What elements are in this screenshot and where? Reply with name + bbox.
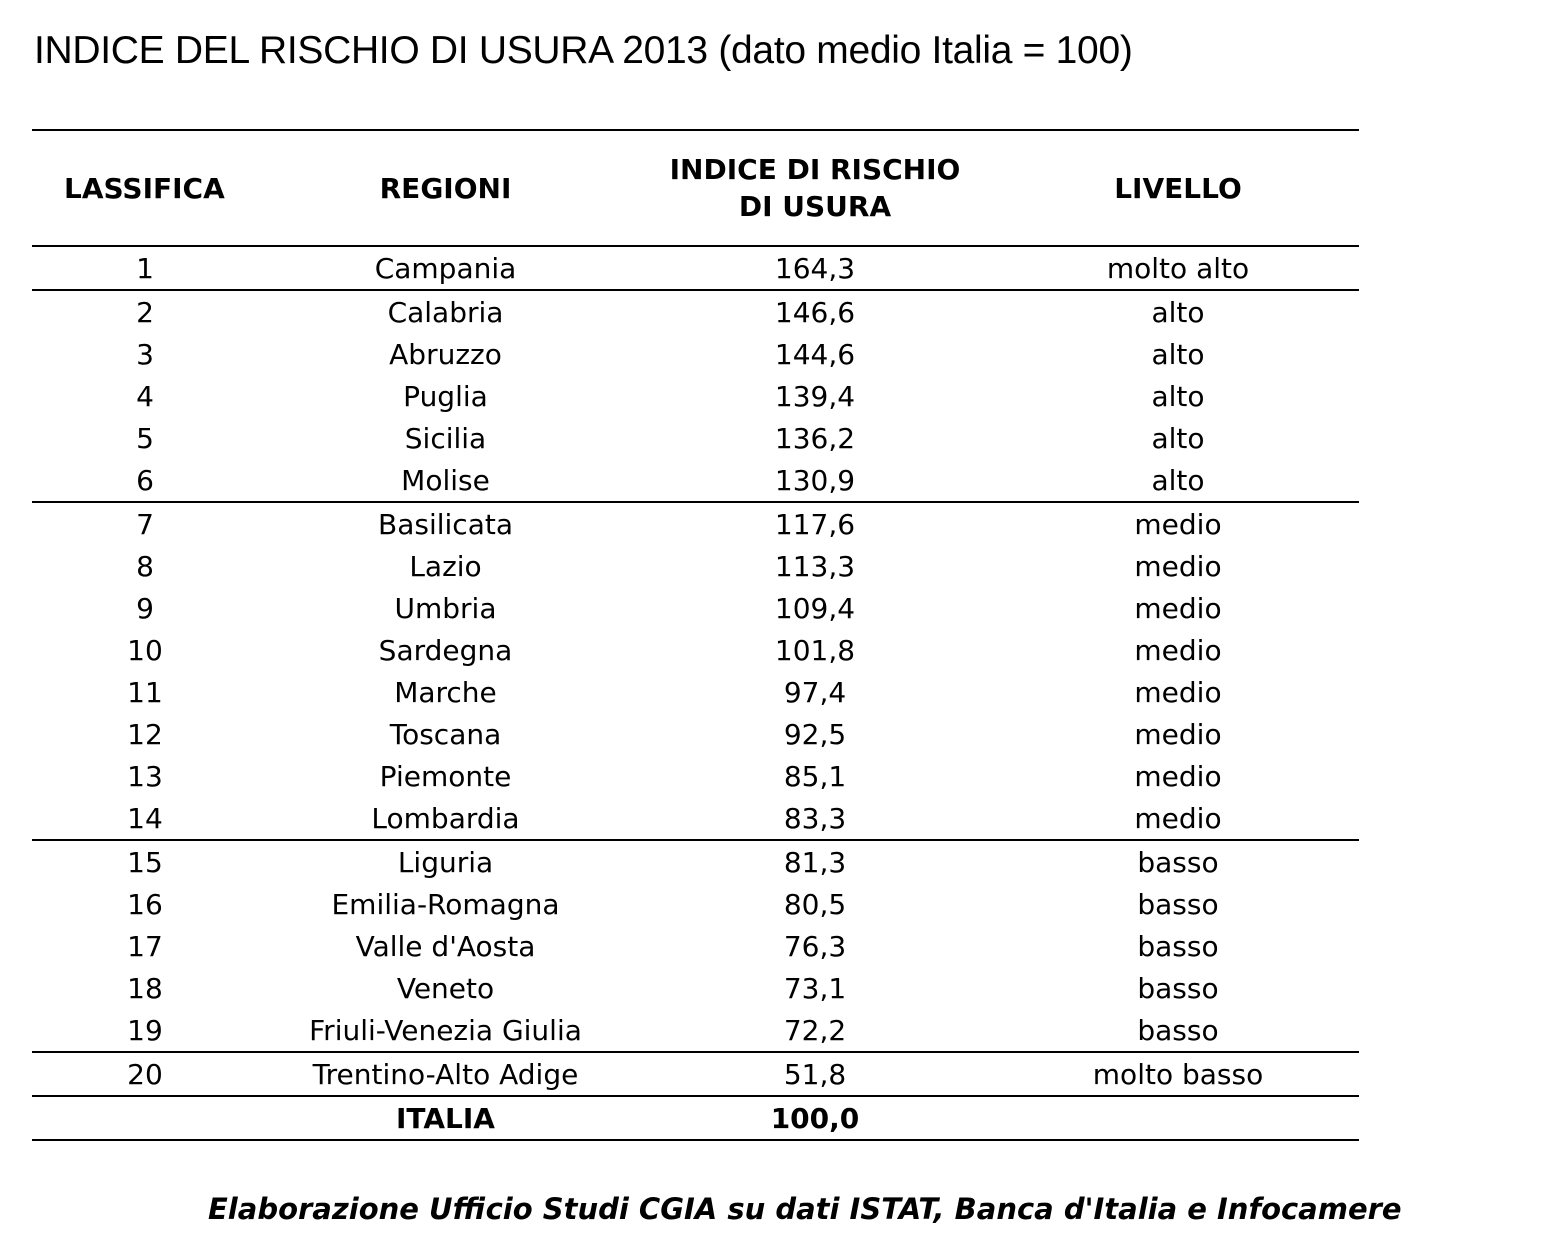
- table-row: [32, 840, 1359, 883]
- cell-region: Valle d'Aosta: [355, 929, 536, 963]
- cell-rank: 18: [127, 971, 163, 1005]
- source-note: Elaborazione Ufficio Studi CGIA su dati ISTAT, Banca d'Italia e Infocamere: [208, 1192, 1402, 1226]
- cell-rank: 14: [127, 801, 163, 835]
- table-row: [32, 375, 1359, 417]
- cell-level: medio: [1134, 591, 1222, 625]
- total-cell-region: ITALIA: [396, 1101, 495, 1135]
- cell-index: 76,3: [783, 929, 847, 963]
- header-level: LIVELLO: [1114, 171, 1242, 205]
- table-row: [32, 1009, 1359, 1052]
- cell-rank: 5: [136, 421, 154, 455]
- cell-region: Campania: [374, 251, 517, 285]
- cell-index: 130,9: [774, 463, 856, 497]
- cell-index: 92,5: [783, 717, 847, 751]
- cell-index: 81,3: [783, 845, 847, 879]
- cell-level: alto: [1151, 295, 1205, 329]
- cell-level: medio: [1134, 801, 1222, 835]
- header-region: REGIONI: [379, 171, 512, 205]
- cell-level: basso: [1137, 971, 1219, 1005]
- cell-rank: 9: [136, 591, 154, 625]
- total-cell-index: 100,0: [770, 1101, 860, 1135]
- total-row: [32, 1096, 1359, 1140]
- cell-index: 101,8: [774, 633, 856, 667]
- cell-region: Emilia-Romagna: [331, 887, 560, 921]
- cell-level: basso: [1137, 845, 1219, 879]
- cell-index: 83,3: [783, 801, 847, 835]
- cell-index: 117,6: [774, 507, 856, 541]
- cell-region: Molise: [401, 463, 490, 497]
- cell-rank: 3: [136, 337, 154, 371]
- total-cell-rank: [32, 1096, 258, 1140]
- cell-level: molto alto: [1106, 251, 1250, 285]
- cell-index: 80,5: [783, 887, 847, 921]
- cell-index: 97,4: [783, 675, 847, 709]
- cell-rank: 13: [127, 759, 163, 793]
- cell-rank: 16: [127, 887, 163, 921]
- cell-rank: 7: [136, 507, 154, 541]
- table-row: [32, 1052, 1359, 1096]
- table-row: [32, 290, 1359, 333]
- cell-index: 73,1: [783, 971, 847, 1005]
- table-row: [32, 333, 1359, 375]
- cell-index: 136,2: [774, 421, 856, 455]
- table-row: [32, 545, 1359, 587]
- cell-region: Friuli-Venezia Giulia: [309, 1013, 582, 1047]
- cell-region: Umbria: [394, 591, 497, 625]
- cell-rank: 4: [136, 379, 154, 413]
- cell-level: medio: [1134, 717, 1222, 751]
- cell-level: basso: [1137, 1013, 1219, 1047]
- cell-index: 109,4: [774, 591, 856, 625]
- cell-region: Liguria: [397, 845, 494, 879]
- cell-rank: 1: [136, 251, 154, 285]
- cell-region: Marche: [394, 675, 497, 709]
- cell-rank: 2: [136, 295, 154, 329]
- cell-level: molto basso: [1092, 1057, 1264, 1091]
- cell-region: Sardegna: [378, 633, 513, 667]
- table-row: [32, 587, 1359, 629]
- cell-level: alto: [1151, 379, 1205, 413]
- cell-level: medio: [1134, 549, 1222, 583]
- cell-rank: 11: [127, 675, 163, 709]
- cell-region: Basilicata: [378, 507, 513, 541]
- cell-level: alto: [1151, 463, 1205, 497]
- cell-index: 144,6: [774, 337, 856, 371]
- cell-region: Piemonte: [379, 759, 512, 793]
- cell-rank: 8: [136, 549, 154, 583]
- table-row: [32, 755, 1359, 797]
- table-row: [32, 883, 1359, 925]
- cell-level: basso: [1137, 887, 1219, 921]
- cell-rank: 20: [127, 1057, 163, 1091]
- cell-rank: 12: [127, 717, 163, 751]
- cell-index: 146,6: [774, 295, 856, 329]
- cell-level: alto: [1151, 337, 1205, 371]
- cell-region: Veneto: [396, 971, 495, 1005]
- cell-rank: 10: [127, 633, 163, 667]
- table-row: [32, 713, 1359, 755]
- cell-region: Trentino-Alto Adige: [312, 1057, 579, 1091]
- table-row: [32, 671, 1359, 713]
- table-row: [32, 417, 1359, 459]
- cell-level: medio: [1134, 633, 1222, 667]
- cell-rank: 17: [127, 929, 163, 963]
- cell-region: Toscana: [389, 717, 502, 751]
- cell-index: 164,3: [774, 251, 856, 285]
- cell-level: medio: [1134, 507, 1222, 541]
- page-title: INDICE DEL RISCHIO DI USURA 2013 (dato medio Italia = 100): [34, 29, 1133, 72]
- cell-level: basso: [1137, 929, 1219, 963]
- header-index: INDICE DI RISCHIO DI USURA: [669, 153, 961, 223]
- cell-region: Calabria: [387, 295, 504, 329]
- cell-rank: 6: [136, 463, 154, 497]
- table-row: [32, 925, 1359, 967]
- cell-rank: 19: [127, 1013, 163, 1047]
- cell-region: Puglia: [403, 379, 488, 413]
- table-row: [32, 246, 1359, 290]
- cell-index: 51,8: [783, 1057, 847, 1091]
- table-row: [32, 629, 1359, 671]
- cell-region: Abruzzo: [389, 337, 502, 371]
- table-row: [32, 967, 1359, 1009]
- cell-index: 113,3: [774, 549, 856, 583]
- cell-region: Lazio: [409, 549, 482, 583]
- cell-level: alto: [1151, 421, 1205, 455]
- cell-region: Sicilia: [404, 421, 487, 455]
- cell-index: 139,4: [774, 379, 856, 413]
- table-body: [32, 246, 1359, 1140]
- cell-level: medio: [1134, 675, 1222, 709]
- table-row: [32, 502, 1359, 545]
- cell-index: 72,2: [783, 1013, 847, 1047]
- risk-index-table: [32, 129, 1359, 1141]
- header-rank: LASSIFICA: [64, 171, 225, 205]
- table-header-row: [32, 130, 1359, 246]
- table-row: [32, 459, 1359, 502]
- cell-region: Lombardia: [371, 801, 520, 835]
- total-cell-level: [997, 1096, 1359, 1140]
- cell-level: medio: [1134, 759, 1222, 793]
- table-row: [32, 797, 1359, 840]
- cell-rank: 15: [127, 845, 163, 879]
- cell-index: 85,1: [783, 759, 847, 793]
